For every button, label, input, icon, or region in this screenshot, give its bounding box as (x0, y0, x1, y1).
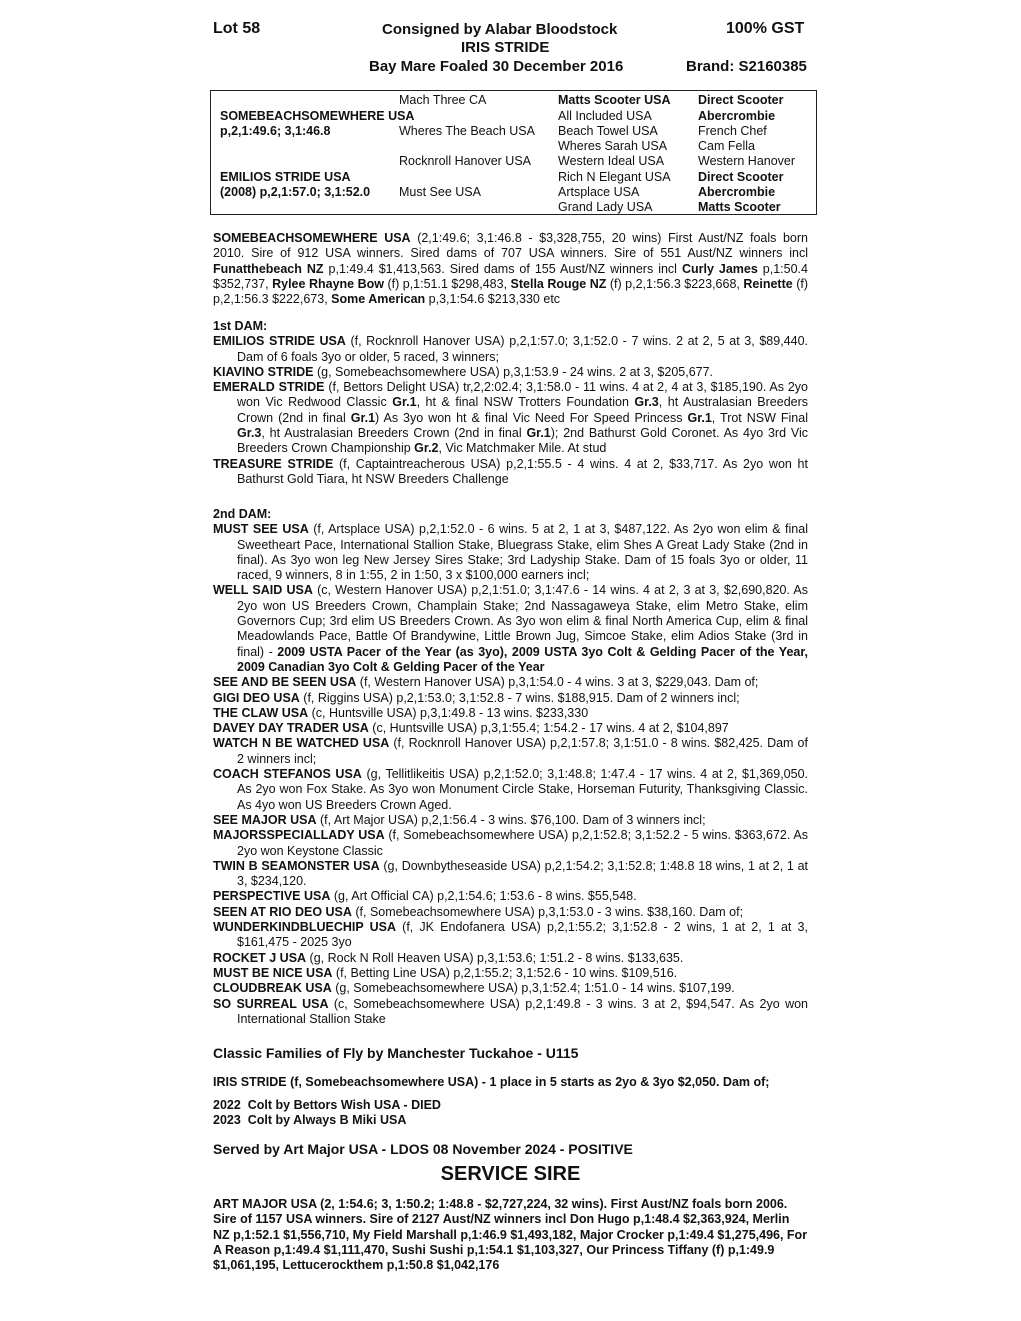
dam-entry: WATCH N BE WATCHED USA (f, Rocknroll Hanover USA) p,2,1:57.8; 3,1:51.0 - 8 wins. $82,425. Dam of 2 winners incl; (213, 736, 808, 766)
served-line: Served by Art Major USA - LDOS 08 November 2024 - POSITIVE (213, 1141, 633, 1157)
sire-text: p,3,1:54.6 $213,330 etc (425, 292, 561, 307)
horse-name: IRIS STRIDE (461, 39, 550, 56)
pedigree-sire-record: p,2,1:49.6; 3,1:46.8 (220, 124, 331, 138)
brand: Brand: S2160385 (686, 58, 807, 75)
dam-entry: COACH STEFANOS USA (g, Tellitlikeitis USA) p,2,1:52.0; 3,1:48.8; 1:47.4 - 17 wins. 4 at 2, $1,369,050. As 2yo won Fox Stake. As 3yo won Monument Circle Stake, Horseman Futurity, Thanksgiving Classic. As 4yo won US Breeders Crown Aged. (213, 767, 809, 812)
pedigree-great-grandparent: Matts Scooter USA (558, 93, 671, 107)
dam-entry: SEE MAJOR USA (f, Art Major USA) p,2,1:56.4 - 3 wins. $76,100. Dam of 3 winners incl; (213, 812, 706, 827)
lot-number: Lot 58 (213, 20, 261, 37)
pedigree-sire-of-ancestor: Matts Scooter (698, 200, 781, 214)
notable-horse: Reinette (743, 276, 793, 291)
pedigree-great-grandparent: Wheres Sarah USA (558, 139, 668, 153)
produce-item: 2023 Colt by Always B Miki USA (213, 1113, 407, 1127)
sire-text: p,1:49.4 $1,413,563. Sired dams of 155 Aust/NZ winners incl (323, 261, 682, 276)
dam-entry: PERSPECTIVE USA (g, Art Official CA) p,2,1:54.6; 1:53.6 - 8 wins. $55,548. (213, 889, 637, 904)
notable-horse: Funatthebeach NZ (213, 261, 324, 276)
pedigree-great-grandparent: Rich N Elegant USA (558, 170, 671, 184)
pedigree-grandparent: Mach Three CA (399, 93, 487, 107)
sire-text: p,1:50.4 $352,737, (213, 261, 808, 291)
pedigree-great-grandparent: All Included USA (558, 109, 652, 123)
produce-item: 2022 Colt by Bettors Wish USA - DIED (213, 1098, 441, 1112)
dam-entry: ROCKET J USA (g, Rock N Roll Heaven USA) p,3,1:53.6; 1:51.2 - 8 wins. $133,635. (213, 950, 684, 965)
dam-entry: WUNDERKINDBLUECHIP USA (f, JK Endofanera USA) p,2,1:55.2; 3,1:52.8 - 2 wins, 1 at 2, 1 at 3, $161,475 - 2025 3yo (213, 920, 808, 950)
pedigree-sire-of-ancestor: Abercrombie (698, 109, 776, 123)
sire-text: (f) p,2,1:56.3 $222,673, (213, 276, 808, 307)
pedigree-great-grandparent: Artsplace USA (558, 185, 640, 199)
dam-entry: TWIN B SEAMONSTER USA (g, Downbytheseaside USA) p,2,1:54.2; 3,1:52.8; 1:48.8 18 wins, 1 at 2, 1 at 3, $234,120. (213, 858, 808, 889)
notable-horse: Rylee Rhayne Bow (272, 276, 384, 291)
pedigree-great-grandparent: Beach Towel USA (558, 124, 658, 138)
horse-description: Bay Mare Foaled 30 December 2016 (369, 58, 624, 75)
pedigree-sire-of-ancestor: Direct Scooter (698, 170, 784, 184)
dam-entry: THE CLAW USA (c, Huntsville USA) p,3,1:49.8 - 13 wins. $233,330 (213, 705, 589, 720)
dam-entry: SEEN AT RIO DEO USA (f, Somebeachsomewhere USA) p,3,1:53.0 - 3 wins. $38,160. Dam of; (213, 904, 744, 919)
dam-entry: WELL SAID USA (c, Western Hanover USA) p,2,1:51.0; 3,1:47.6 - 14 wins. 4 at 2, 3 at 3, $2,690,820. As 2yo won US Breeders Crown, Champlain Stake; 2nd Nassagaweya Stake, elim Metro Stake, elim Governors Cup; 3rd elim US Breeders Crown. As 3yo won elim & final North America Cup, elim & final Meadowlands Pace, Battle Of Brandywine, Little Brown Jug, Simcoe Stake, elim Adios Stake (3rd in final) - 2009 USTA Pacer of the Year (as 3yo), 2009 USTA 3yo Colt & Gelding Pacer of the Year, 2009 Canadian 3yo Colt & Gelding Pacer of the Year (213, 583, 809, 674)
service-sire-heading: SERVICE SIRE (440, 1163, 581, 1185)
pedigree-sire-of-ancestor: Abercrombie (698, 185, 776, 199)
notable-horse: Curly James (681, 261, 758, 276)
sire-text: (f) p,1:51.1 $298,483, (383, 276, 511, 291)
dam-entry: EMERALD STRIDE (f, Bettors Delight USA) tr,2,2:02.4; 3,1:58.0 - 11 wins. 4 at 2, 4 at 3, $185,190. As 2yo won Vic Redwood Classic Gr.1, ht & final NSW Trotters Foundation Gr.3, ht Australasian Breeders Crown (2nd in final Gr.1) As 3yo won ht & final Vic Need For Speed Princess Gr.1, Trot NSW Final Gr.3, ht Australasian Breeders Crown (2nd in final Gr.1); 2nd Bathurst Gold Coronet. As 4yo 3rd Vic Breeders Crown Championship Gr.2, Vic Matchmaker Mile. At stud (213, 380, 809, 456)
pedigree-dam: EMILIOS STRIDE USA (220, 170, 351, 184)
dam-entry: KIAVINO STRIDE (g, Somebeachsomewhere USA) p,3,1:53.9 - 24 wins. 2 at 3, $205,677. (213, 364, 714, 379)
service-sire-summary: ART MAJOR USA (2, 1:54.6; 3, 1:50.2; 1:48.8 - $2,727,224, 32 wins). First Aust/NZ foals born 2006. Sire of 1157 USA winners. Sire of 2127 Aust/NZ winners incl Don Hugo p,1:48.4 $2,363,924, Merlin NZ p,1:52.1 $1,556,710, My Field Marshall p,1:46.9 $1,493,182, Major Crocker p,1:49.4 $1,275,496, For A Reason p,1:49.4 $1,111,470, Sushi Sushi p,1:54.1 $1,103,327, Our Princess Tiffany (f) p,1:49.9 $1,061,195, Lettucerockthem p,1:50.8 $1,042,176 (213, 1197, 808, 1273)
dam-entry: MAJORSSPECIALLADY USA (f, Somebeachsomewhere USA) p,2,1:52.8; 3,1:52.2 - 5 wins. $363,672. As 2yo won Keystone Classic (213, 828, 808, 858)
pedigree-great-grandparent: Western Ideal USA (558, 154, 665, 168)
dam-entry: TREASURE STRIDE (f, Captaintreacherous USA) p,2,1:55.5 - 4 wins. 4 at 2, $33,717. As 2yo won ht Bathurst Gold Tiara, ht NSW Breeders Challenge (213, 456, 808, 486)
dam-entry: MUST SEE USA (f, Artsplace USA) p,2,1:52.0 - 6 wins. 5 at 2, 1 at 3, $487,122. As 2yo won elim & final Sweetheart Pace, International Stallion Stake, Bluegrass Stake, elim Shes A Great Lady Stake (2nd in final). As 3yo won leg New Jersey Sires Stake; 3rd Ladyship Stake. Dam of 15 foals 3yo or older, 11 raced, 9 winners, 8 in 1:55, 2 in 1:50, 3 x $100,000 earners incl; (213, 522, 808, 583)
pedigree-sire-of-ancestor: Direct Scooter (698, 93, 784, 107)
family-line: Classic Families of Fly by Manchester Tuckahoe - U115 (213, 1045, 579, 1061)
iris-record: IRIS STRIDE (f, Somebeachsomewhere USA) - 1 place in 5 starts as 2yo & 3yo $2,050. Dam of; (213, 1075, 770, 1089)
pedigree-great-grandparent: Grand Lady USA (558, 200, 653, 214)
pedigree-grandparent: Rocknroll Hanover USA (399, 154, 531, 168)
first-dam-section (213, 319, 808, 487)
pedigree-sire: SOMEBEACHSOMEWHERE USA (220, 109, 415, 123)
first-dam-heading: 1st DAM: (213, 319, 268, 333)
second-dam-section (213, 507, 808, 1027)
dam-entry: CLOUDBREAK USA (g, Somebeachsomewhere USA) p,3,1:52.4; 1:51.0 - 14 wins. $107,199. (213, 981, 735, 996)
sire-name: SOMEBEACHSOMEWHERE USA (213, 231, 411, 245)
sire-summary (213, 231, 808, 307)
notable-horse: Stella Rouge NZ (510, 276, 607, 291)
dam-entry: GIGI DEO USA (f, Riggins USA) p,2,1:53.0; 3,1:52.8 - 7 wins. $188,915. Dam of 2 winners incl; (213, 690, 740, 705)
gst-status: 100% GST (726, 20, 805, 37)
pedigree-dam-record: (2008) p,2,1:57.0; 3,1:52.0 (220, 185, 371, 199)
dam-entry: MUST BE NICE USA (f, Betting Line USA) p,2,1:55.2; 3,1:52.6 - 10 wins. $109,516. (213, 965, 678, 980)
dam-entry: SEE AND BE SEEN USA (f, Western Hanover USA) p,3,1:54.0 - 4 wins. 3 at 3, $229,043. Dam of; (213, 675, 759, 690)
second-dam-heading: 2nd DAM: (213, 507, 272, 521)
notable-horse: Some American (331, 292, 426, 307)
pedigree-grandparent: Must See USA (399, 185, 481, 199)
pedigree-sire-of-ancestor: Western Hanover (698, 154, 796, 168)
dam-entry: EMILIOS STRIDE USA (f, Rocknroll Hanover USA) p,2,1:57.0; 3,1:52.0 - 7 wins. 2 at 2, 5 at 3, $89,440. Dam of 6 foals 3yo or older, 5 raced, 3 winners; (213, 334, 808, 364)
consignor: Consigned by Alabar Bloodstock (382, 21, 618, 38)
pedigree-sire-of-ancestor: Cam Fella (698, 139, 755, 153)
pedigree-grandparent: Wheres The Beach USA (399, 124, 535, 138)
dam-entry: SO SURREAL USA (c, Somebeachsomewhere USA) p,2,1:49.8 - 3 wins. 3 at 2, $94,547. As 2yo won International Stallion Stake (213, 996, 808, 1026)
dam-entry: DAVEY DAY TRADER USA (c, Huntsville USA) p,3,1:55.4; 1:54.2 - 17 wins. 4 at 2, $104,897 (213, 721, 729, 736)
sire-text: (2,1:49.6; 3,1:46.8 - $3,328,755, 20 wins) First Aust/NZ foals born 2010. Sire of 912 USA winners. Sired dams of 707 USA winners. Sire of 551 Aust/NZ winners incl (213, 231, 808, 261)
sire-text: (f) p,2,1:56.3 $223,668, (606, 276, 744, 291)
pedigree-sire-of-ancestor: French Chef (698, 124, 767, 138)
